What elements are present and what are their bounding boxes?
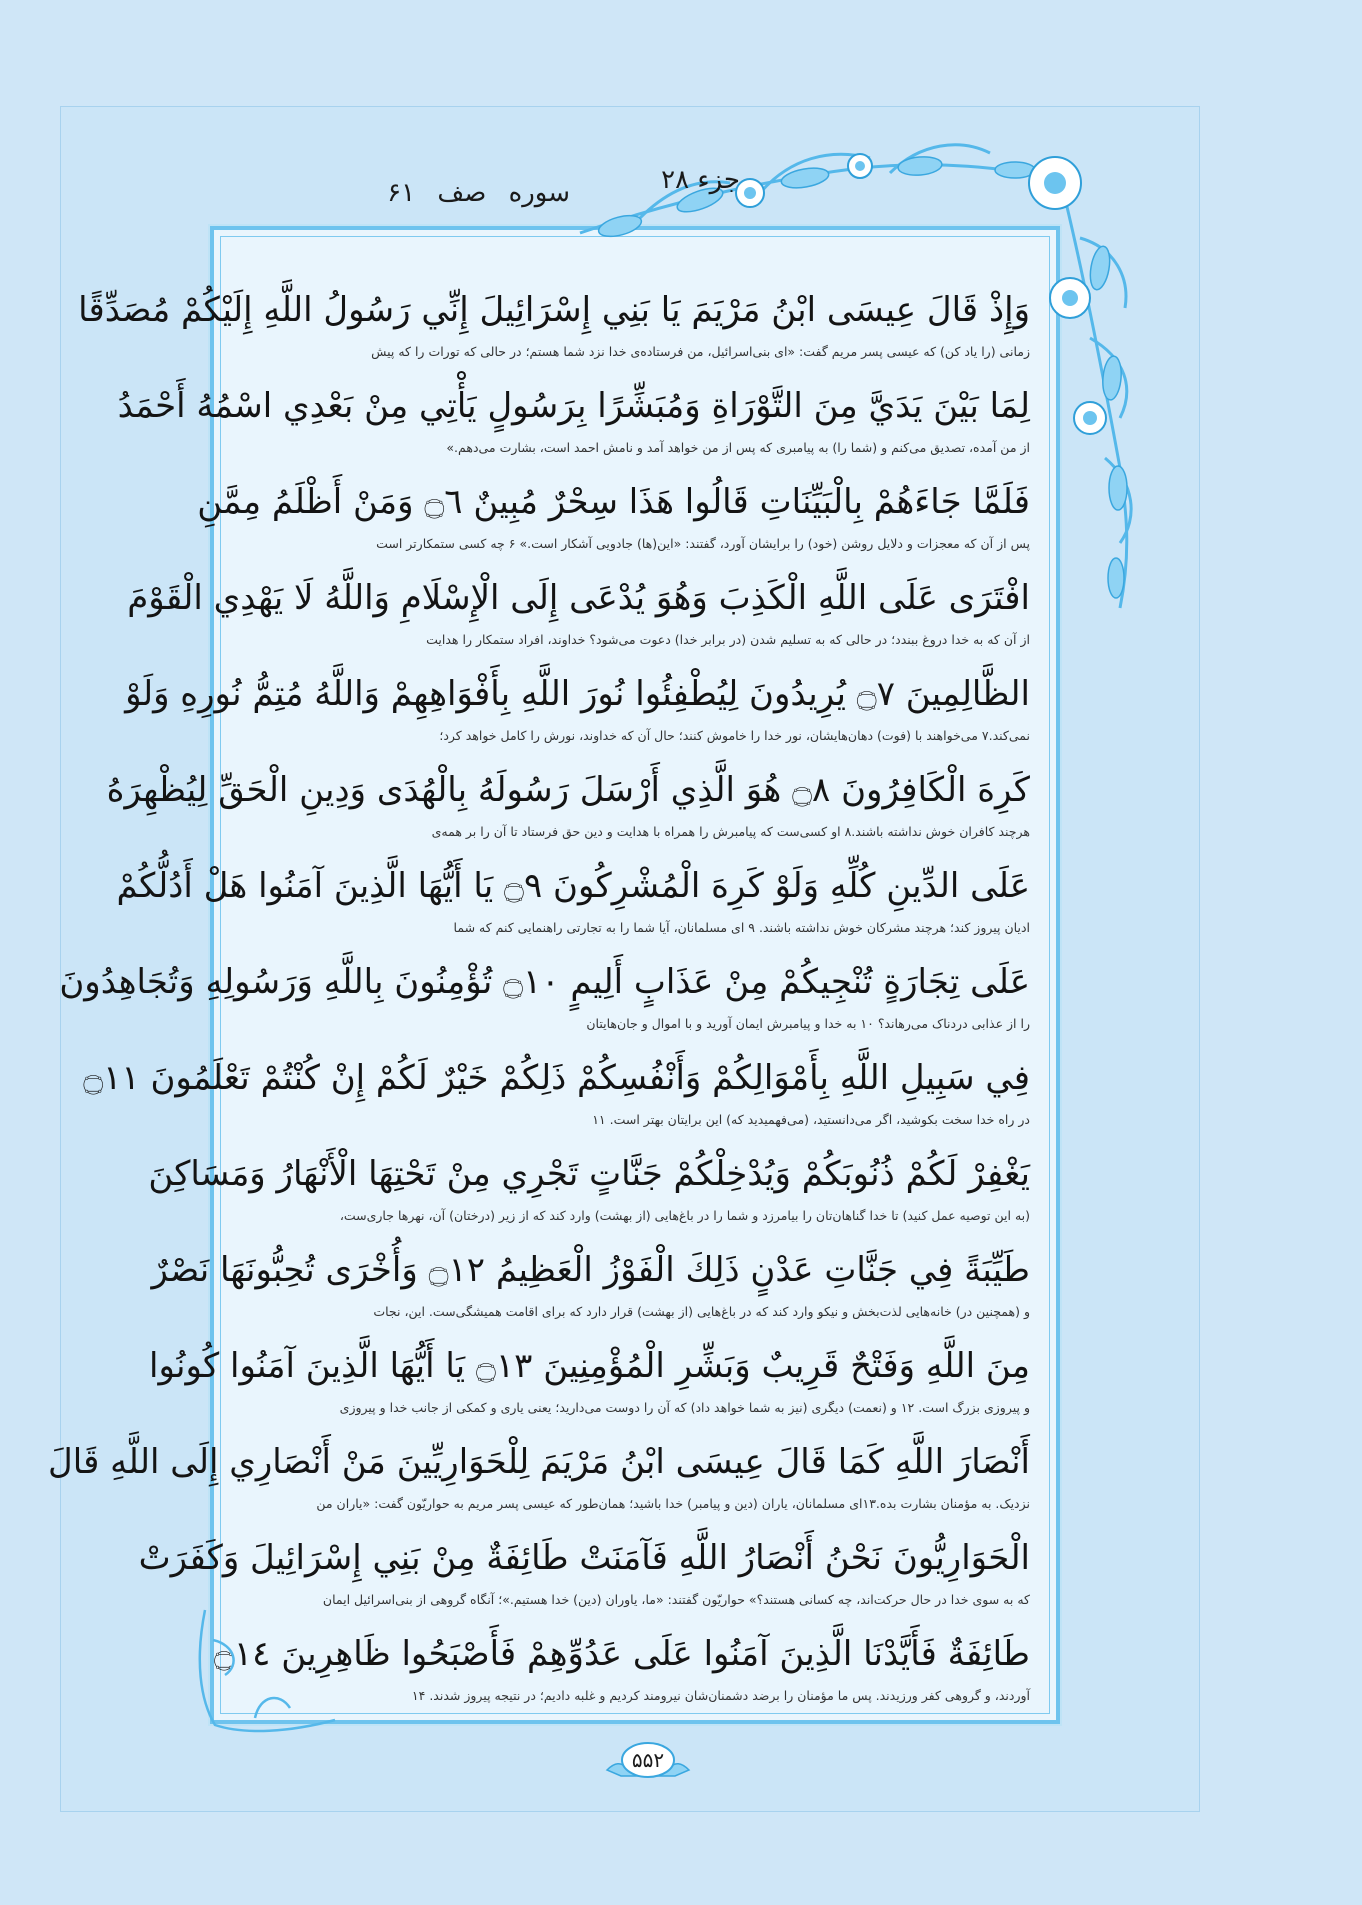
arabic-line: وَإِذْ قَالَ عِيسَى ابْنُ مَرْيَمَ يَا بَنِي إِسْرَائِيلَ إِنِّي رَسُولُ اللَّهِ إِلَيْكُمْ مُصَدِّقًا (78, 290, 1030, 330)
arabic-line: طَائِفَةٌ فَأَيَّدْنَا الَّذِينَ آمَنُوا عَلَى عَدُوِّهِمْ فَأَصْبَحُوا ظَاهِرِينَ ۝١٤ (213, 1634, 1030, 1674)
persian-translation: از من آمده، تصدیق می‌کنم و (شما را) به پیامبری که پس از من خواهد آمد و نامش احمد است، بشارت می‌دهم.» (446, 440, 1030, 455)
arabic-line: الظَّالِمِينَ ۝٧ يُرِيدُونَ لِيُطْفِئُوا نُورَ اللَّهِ بِأَفْوَاهِهِمْ وَاللَّهُ مُتِمُّ نُورِهِ وَلَوْ (125, 674, 1030, 714)
persian-translation: نمی‌کند.۷ می‌خواهند با (فوت) دهان‌هایشان، نور خدا را خاموش کنند؛ حال آن که خداوند، نورش را کامل خواهد کرد؛ (439, 728, 1030, 743)
arabic-line: فَلَمَّا جَاءَهُمْ بِالْبَيِّنَاتِ قَالُوا هَذَا سِحْرٌ مُبِينٌ ۝٦ وَمَنْ أَظْلَمُ مِمَّنِ (197, 482, 1030, 522)
corner-ornament (195, 1600, 345, 1740)
persian-translation: که به سوی خدا در حال حرکت‌اند، چه کسانی هستند؟» حواریّون گفتند: «ما، یاوران (دین) خدا هستیم.»؛ آنگاه گروهی از بنی‌اسرائیل ایمان (322, 1592, 1030, 1607)
juz-label: جزء ۲۸ (661, 165, 740, 195)
surah-label: سوره صف ۶۱ (387, 178, 570, 208)
arabic-line: أَنْصَارَ اللَّهِ كَمَا قَالَ عِيسَى ابْنُ مَرْيَمَ لِلْحَوَارِيِّينَ مَنْ أَنْصَارِي إِلَى اللَّهِ قَالَ (48, 1442, 1030, 1482)
arabic-line: افْتَرَى عَلَى اللَّهِ الْكَذِبَ وَهُوَ يُدْعَى إِلَى الْإِسْلَامِ وَاللَّهُ لَا يَهْدِي الْقَوْمَ (127, 578, 1030, 618)
persian-translation: زمانی (را یاد کن) که عیسی پسر مریم گفت: «ای بنی‌اسرائیل، من فرستاده‌ی خدا نزد شما هستم؛ در حالی که تورات را که پیش (371, 344, 1030, 359)
page-number-badge (605, 1740, 691, 1782)
arabic-line: كَرِهَ الْكَافِرُونَ ۝٨ هُوَ الَّذِي أَرْسَلَ رَسُولَهُ بِالْهُدَى وَدِينِ الْحَقِّ لِيُظْهِرَهُ (106, 770, 1030, 810)
persian-translation: در راه خدا سخت بکوشید، اگر می‌دانستید، (می‌فهمیدید که) این برایتان بهتر است. ۱۱ (592, 1112, 1030, 1127)
persian-translation: و (همچنین در) خانه‌هایی لذت‌بخش و نیکو وارد کند که در باغ‌هایی (از بهشت) قرار دارد که برای اقامت همیشگی‌ست. این، نجات (373, 1304, 1030, 1319)
persian-translation: آوردند، و گروهی کفر ورزیدند. پس ما مؤمنان را برضد دشمنان‌شان نیرومند کردیم و غلبه دادیم؛ در نتیجه پیروز شدند. ۱۴ (411, 1688, 1030, 1703)
arabic-line: الْحَوَارِيُّونَ نَحْنُ أَنْصَارُ اللَّهِ فَآمَنَتْ طَائِفَةٌ مِنْ بَنِي إِسْرَائِيلَ وَكَفَرَتْ (138, 1538, 1030, 1578)
persian-translation: ادیان پیروز کند؛ هرچند مشرکان خوش نداشته باشند. ۹ ای مسلمانان، آیا شما را به تجارتی راهنمایی کنم که شما (453, 920, 1030, 935)
page-number: ۵۵۲ (631, 1748, 665, 1772)
persian-translation: را از عذابی دردناک می‌رهاند؟ ۱۰ به خدا و پیامبرش ایمان آورید و با اموال و جان‌هایتان (586, 1016, 1030, 1031)
persian-translation: از آن که به خدا دروغ ببندد؛ در حالی که به تسلیم شدن (در برابر خدا) دعوت می‌شود؟ خداوند، افراد ستمکار را هدایت (426, 632, 1030, 647)
arabic-line: يَغْفِرْ لَكُمْ ذُنُوبَكُمْ وَيُدْخِلْكُمْ جَنَّاتٍ تَجْرِي مِنْ تَحْتِهَا الْأَنْهَارُ وَمَسَاكِنَ (148, 1154, 1030, 1194)
persian-translation: و پیروزی بزرگ است. ۱۲ و (نعمت) دیگری (نیز به شما خواهد داد) که آن را دوست می‌دارید؛ یعنی یاری و کمکی از جانب خدا و پیروزی (339, 1400, 1030, 1415)
arabic-line: عَلَى تِجَارَةٍ تُنْجِيكُمْ مِنْ عَذَابٍ أَلِيمٍ ۝١٠ تُؤْمِنُونَ بِاللَّهِ وَرَسُولِهِ وَتُجَاهِدُونَ (59, 962, 1030, 1002)
verse-block (48, 270, 1030, 1710)
persian-translation: (به این توصیه عمل کنید) تا خدا گناهان‌تان را بیامرزد و شما را در باغ‌هایی (از بهشت) وارد کند که از زیر (درختان) آن، نهرها جاری‌ست، (339, 1208, 1030, 1223)
arabic-line: طَيِّبَةً فِي جَنَّاتِ عَدْنٍ ذَلِكَ الْفَوْزُ الْعَظِيمُ ۝١٢ وَأُخْرَى تُحِبُّونَهَا نَصْرٌ (151, 1250, 1030, 1290)
arabic-line: مِنَ اللَّهِ وَفَتْحٌ قَرِيبٌ وَبَشِّرِ الْمُؤْمِنِينَ ۝١٣ يَا أَيُّهَا الَّذِينَ آمَنُوا كُونُوا (149, 1346, 1030, 1386)
arabic-line: فِي سَبِيلِ اللَّهِ بِأَمْوَالِكُمْ وَأَنْفُسِكُمْ ذَلِكُمْ خَيْرٌ لَكُمْ إِنْ كُنْتُمْ تَعْلَمُونَ ۝١١ (83, 1058, 1030, 1098)
persian-translation: پس از آن که معجزات و دلایل روشن (خود) را برایشان آورد، گفتند: «این(ها) جادویی آشکار است.» ۶ چه کسی ستمکارتر است (376, 536, 1030, 551)
arabic-line: لِمَا بَيْنَ يَدَيَّ مِنَ التَّوْرَاةِ وَمُبَشِّرًا بِرَسُولٍ يَأْتِي مِنْ بَعْدِي اسْمُهُ أَحْمَدُ (117, 386, 1030, 426)
persian-translation: هرچند کافران خوش نداشته باشند.۸ او کسی‌ست که پیامبرش را همراه با هدایت و دین حق فرستاد تا آن را بر همه‌ی (431, 824, 1030, 839)
arabic-line: عَلَى الدِّينِ كُلِّهِ وَلَوْ كَرِهَ الْمُشْرِكُونَ ۝٩ يَا أَيُّهَا الَّذِينَ آمَنُوا هَلْ أَدُلُّكُمْ (116, 866, 1030, 906)
persian-translation: نزدیک. به مؤمنان بشارت بده.۱۳ای مسلمانان، یاران (دین و پیامبر) خدا باشید؛ همان‌طور که عیسی پسر مریم به حواریّون گفت: «یاران من (316, 1496, 1030, 1511)
